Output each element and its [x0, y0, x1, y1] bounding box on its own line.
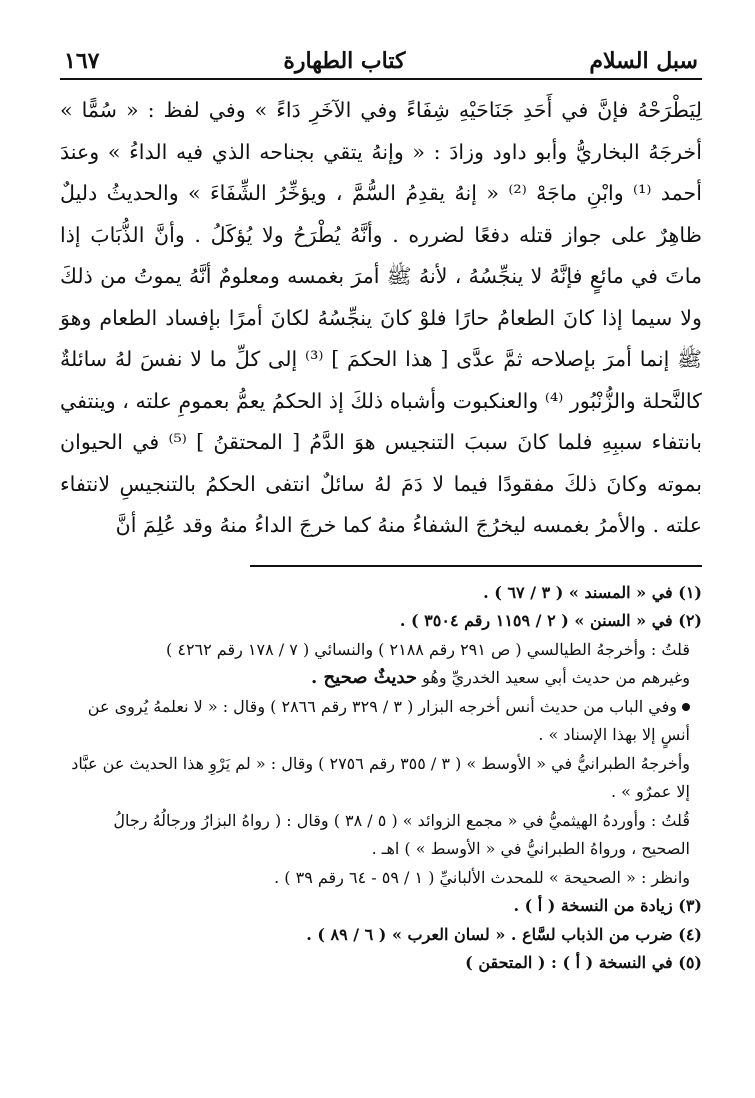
- footnote-2-comment-b-text: وغيرهم من حديث أبي سعيد الخدريِّ وهُو: [422, 668, 690, 687]
- footnote-4: (٤) ضرب من الذباب لسَّاع . « لسان العرب » ( ٦ / ٨٩ ) .: [306, 924, 702, 944]
- footnotes: [60, 579, 702, 978]
- footnote-1: (١) في « المسند » ( ٣ / ٦٧ ) .: [483, 582, 702, 602]
- footnote-2-comment-a: قلتُ : وأخرجهُ الطيالسي ( ص ٢٩١ رقم ٢١٨٨ ) والنسائي ( ٧ / ١٧٨ رقم ٤٢٦٢ ): [166, 639, 690, 659]
- page: [60, 28, 702, 1068]
- footnote-2-comment-c-text: وفي الباب من حديث أنس أخرجه البزار ( ٣ / ٣٢٩ رقم ٢٨٦٦ ) وقال : « لا نعلمهُ يُروى عن أنسٍ إلا بهذا الإسناد » .: [87, 696, 690, 744]
- footnote-2-comment-c: [60, 693, 702, 750]
- footnote-2: (٢) في « السنن » ( ٢ / ١١٥٩ رقم ٣٥٠٤ ) .: [399, 611, 702, 630]
- hadith-grade: حديثٌ صحيح .: [311, 667, 418, 688]
- main-paragraph: لِيَطْرَحْهُ فإنَّ في أَحَدِ جَنَاحَيْهِ شِفَاءً وفي الآخَرِ دَاءً » وفي لفظ : « سُمًّا » أخرجَهُ البخاريُّ وأبو داود وزادَ : « وإنهُ يتقي بجناحه الذي فيه الداءُ » وعندَ أحمد ⁽¹⁾ وابْنِ ماجَهْ ⁽²⁾ « إنهُ يقدِمُ السُّمَّ ، ويؤخِّرُ الشِّفَاءَ » والحديثُ دليلٌ ظاهِرٌ على جواز قتله دفعًا لضرره . وأنَّهُ يُطْرَحُ ولا يُؤكَلُ . وأنَّ الذُّبَابَ إذا ماتَ في مائعٍ فإنَّهُ لا ينجِّسُهُ ، لأنهُ ﷺ أمرَ بغمسه ومعلومٌ أنَّهُ يموتُ من ذلكَ ولا سيما إذا كانَ الطعامُ حارًا فلوْ كانَ ينجِّسُهُ لكانَ أمرًا بإفساد الطعام وهوَ ﷺ إنما أمرَ بإصلاحه ثمَّ عدَّى [ هذا الحكمَ ] ⁽³⁾ إلى كلِّ ما لا نفسَ لهُ سائلةٌ كالنَّحلة والزُّنْبُور ⁽⁴⁾ والعنكبوت وأشباه ذلكَ إذ الحكمُ يعمُّ بعمومِ علته ، وينتفي بانتفاء سببِهِ فلما كانَ سببَ التنجيس هوَ الدَّمُ [ المحتقنُ ] ⁽⁵⁾ في الحيوان بموته وكانَ ذلكَ مفقودًا فيما لا دَمَ لهُ سائلٌ انتفى الحكمُ بالتنجيسِ لانتفاء علته . والأمرُ بغمسه ليخرُجَ الشفاءُ منهُ كما خرجَ الداءُ منهُ وقد عُلِمَ أنَّ: [60, 98, 703, 537]
- footnote-2-comment-d: وأخرجهُ الطبرانيُّ في « الأوسط » ( ٣ / ٣٥٥ رقم ٢٧٥٦ ) وقال : « لم يَرْوِ هذا الحديث عن عبَّاد إلا عمرٌو » .: [71, 753, 690, 801]
- page-header: [60, 28, 702, 80]
- chapter-title: كتاب الطهارة: [283, 48, 406, 74]
- footnote-5: (٥) في النسخة ( أ ) : ( المتحقن ): [465, 953, 702, 972]
- footnote-2-comment-b: [60, 664, 702, 693]
- footnote-2-comment-f: وانظر : « الصحيحة » للمحدث الألبانيِّ ( ١ / ٥٩ - ٦٤ رقم ٣٩ ) .: [274, 867, 690, 887]
- bullet-icon: [682, 703, 690, 711]
- footnote-2-comment-e: قُلتُ : وأوردهُ الهيثميُّ في « مجمع الزوائد » ( ٥ / ٣٨ ) وقال : ( رواهُ البزارُ ورجالُهُ رجالُ الصحيح ، ورواهُ الطبرانيُّ في « الأوسط » ) اهـ .: [113, 810, 690, 858]
- footnote-3: (٣) زيادة من النسخة ( أ ) .: [513, 896, 702, 915]
- footnote-divider: [250, 565, 702, 567]
- book-title: سبل السلام: [589, 48, 698, 74]
- main-text-block: [60, 90, 702, 547]
- page-number: ١٦٧: [64, 48, 100, 74]
